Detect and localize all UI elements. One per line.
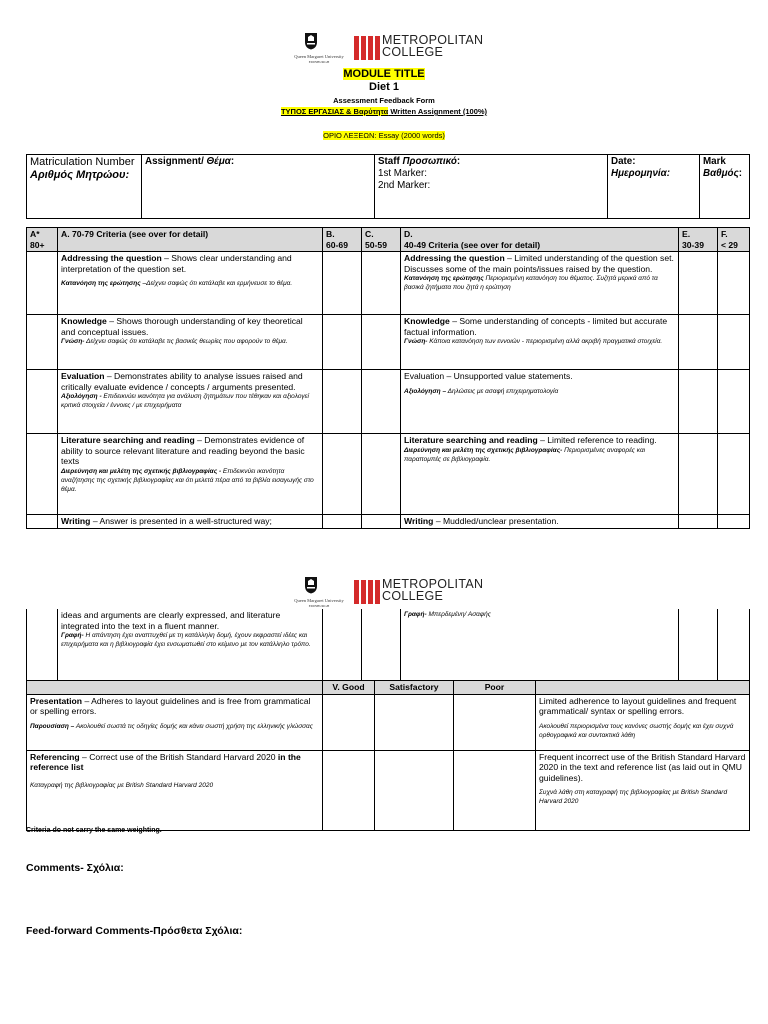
module-title: MODULE TITLE	[343, 68, 425, 80]
word-limit: ΟΡΙΟ ΛΕΞΕΩΝ: Essay (2000 words)	[323, 131, 445, 140]
college-name: METROPOLITAN COLLEGE	[382, 577, 484, 603]
header-logos	[284, 32, 494, 72]
comments-label: Comments- Σχόλια:	[26, 862, 124, 874]
grade-f-header: F. < 29	[718, 228, 750, 252]
table-row	[27, 434, 750, 515]
criteria-a-cell: Literature searching and reading – Demonstrates evidence of ability to source relevant literature and reading beyond the basic texts Διερεύνηση και μελέτη της σχετικής βιβλιογραφίας - Επιδεικνύει ικανότητα αναζήτησης της σχετικής βιβλιογραφίας και ότι μελετά πέρα από τα βιβλία εισαγωγής στο θέμα.	[58, 434, 323, 515]
col-satisfactory: Satisfactory	[375, 681, 454, 695]
qmu-name: Queen Margaret University EDINBURGH	[294, 598, 344, 608]
feed-forward-label: Feed-forward Comments-Πρόσθετα Σχόλια:	[26, 925, 243, 937]
grade-a-header: A. 70-79 Criteria (see over for detail)	[58, 228, 323, 252]
criteria-d-cell: Evaluation – Unsupported value statements. Αξιολόγηση – Δηλώσεις με ασαφή επιχειρηματολογία	[401, 370, 679, 434]
criteria-table	[26, 227, 750, 529]
grade-d-header: D. 40-49 Criteria (see over for detail)	[401, 228, 679, 252]
college-name: METROPOLITAN COLLEGE	[382, 33, 484, 59]
col-vgood: V. Good	[323, 681, 375, 695]
col-poor: Poor	[454, 681, 536, 695]
referencing-right-cell: Frequent incorrect use of the British Standard Harvard 2020 in the text and reference list (as laid out in QMU guidelines). Συχνά λάθη στη καταγραφή της βιβλιογραφίας με British Standard Harvard 2020	[536, 750, 750, 830]
table-row	[27, 609, 750, 680]
criteria-table-continued	[26, 609, 750, 681]
table-row	[27, 694, 750, 750]
form-title: Assessment Feedback Form	[333, 96, 435, 105]
criteria-d-cell: Literature searching and reading – Limited reference to reading. Διερεύνηση και μελέτη της σχετικής βιβλιογραφίας- Περιορισμένες αναφορές και παραπομπές σε βιβλιογραφία.	[401, 434, 679, 515]
grade-e-header: E. 30-39	[679, 228, 718, 252]
grade-b-header: B. 60-69	[323, 228, 362, 252]
matric-cell: Matriculation Number Αριθμός Μητρώου:	[27, 155, 142, 219]
student-info-table	[26, 154, 750, 219]
criteria-note: Criteria do not carry the same weighting.	[26, 827, 162, 834]
presentation-right-cell: Limited adherence to layout guidelines and frequent grammatical/ syntax or spelling errors. Ακολουθεί περιορισμένα τους κανόνες σωστής δομής και έχει συχνά ορθογραφικά και συντακτικά λάθη	[536, 694, 750, 750]
criteria-a-cell: Knowledge – Shows thorough understanding of key theoretical and conceptual issues. Γνώση- Δείχνει σαφώς ότι κατάλαβε τις βασικές θεωρίες που αφορούν το θέμα.	[58, 315, 323, 370]
table-row	[27, 252, 750, 315]
rating-header-row	[27, 681, 750, 695]
criteria-d-cell: Addressing the question – Limited understanding of the question set. Discusses some of the main points/issues raised by the question. Κατανόηση της ερώτησης Περιορισμένη κατανόηση του θέματος. Συζητά μερικά από τα βασικά ζητήματα που ζητά η ερώτηση	[401, 252, 679, 315]
criteria-a-cell: Writing – Answer is presented in a well-structured way;	[58, 515, 323, 529]
criteria-d-cell: Writing – Muddled/unclear presentation.	[401, 515, 679, 529]
criteria-a-cell: Addressing the question – Shows clear understanding and interpretation of the question set. Κατανόηση της ερώτησης –Δείχνει σαφώς ότι κατάλαβε και ερμήνευσε το θέμα.	[58, 252, 323, 315]
referencing-cell: Referencing – Correct use of the British Standard Harvard 2020 in the reference list Καταγραφή της βιβλιογραφίας με British Standard Harvard 2020	[27, 750, 323, 830]
mark-cell: Mark Βαθμός:	[700, 155, 750, 219]
qmu-crest-icon	[304, 576, 318, 594]
writing-cont-cell: ideas and arguments are clearly expressed, and literature integrated into the text in a fluent manner. Γραφή- Η απάντηση έχει αναπτυχθεί με τη κατάλληλη δομή, έχουν εκφραστεί ιδέες και επιχειρήματα και η βιβλιογραφία έχει ενσωματωθεί στο κείμενο με τον κατάλληλο τρόπο.	[58, 609, 323, 680]
table-row	[27, 370, 750, 434]
grade-a-star-header: A* 80+	[27, 228, 58, 252]
presentation-table	[26, 680, 750, 831]
date-cell: Date: Ημερομηνία:	[608, 155, 700, 219]
criteria-a-cell: Evaluation – Demonstrates ability to analyse issues raised and critically evaluate evidence / concepts / arguments presented. Αξιολόγηση - Επιδεικνύει ικανότητα για ανάλυση ζητημάτων που τέθηκαν και αξιολογεί κριτικά στοιχεία / έννοιες / με επιχειρήματα	[58, 370, 323, 434]
qmu-crest-icon	[304, 32, 318, 50]
table-row	[27, 750, 750, 830]
table-row	[27, 315, 750, 370]
diet-label: Diet 1	[369, 81, 399, 93]
writing-d-cell: Γραφή- Μπερδεμένη/ Ασαφής	[401, 609, 679, 680]
staff-cell: Staff Προσωπικό: 1st Marker: 2nd Marker:	[375, 155, 608, 219]
grade-header-row	[27, 228, 750, 252]
grade-c-header: C. 50-59	[362, 228, 401, 252]
assignment-cell: Assignment/ Θέμα:	[142, 155, 375, 219]
presentation-cell: Presentation – Adheres to layout guidelines and is free from grammatical or spelling errors. Παρουσίαση – Ακολουθεί σωστά τις οδηγίες δομής και κάνει σωστή χρήση της ελληνικής γλώσσας	[27, 694, 323, 750]
qmu-name: Queen Margaret University EDINBURGH	[294, 54, 344, 64]
table-row	[27, 515, 750, 529]
criteria-d-cell: Knowledge – Some understanding of concepts - limited but accurate factual information. Γνώση- Κάποια κατανόηση των εννοιών - περιορισμένη αλλά ακριβή πραγματικά στοιχεία.	[401, 315, 679, 370]
assignment-type: ΤΥΠΟΣ ΕΡΓΑΣΙΑΣ & Βαρύτητα Written Assignment (100%)	[280, 107, 488, 116]
